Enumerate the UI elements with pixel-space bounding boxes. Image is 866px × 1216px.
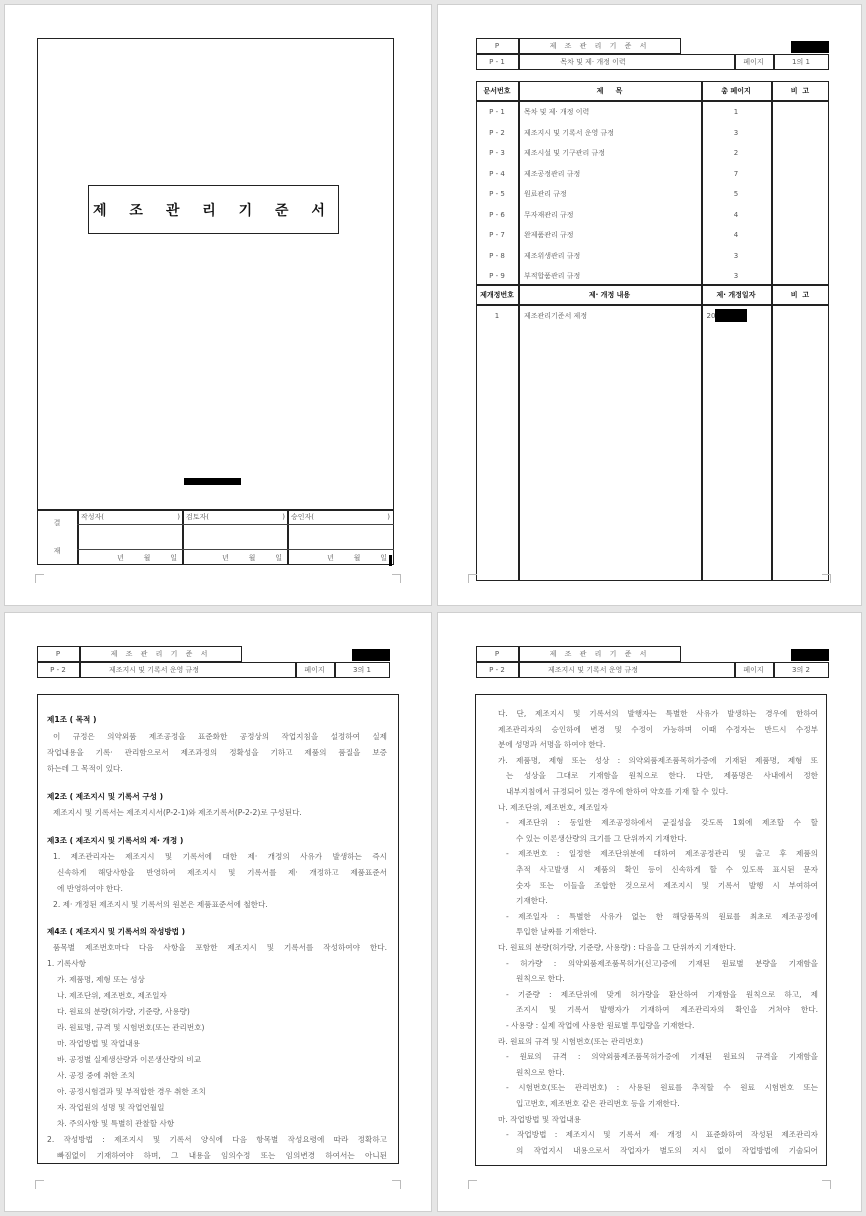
divider bbox=[77, 509, 79, 565]
toc-pages: 7 bbox=[733, 169, 739, 178]
body-line: 1. 기록사항 bbox=[47, 959, 87, 968]
column-header: 비 고 bbox=[790, 87, 810, 95]
toc-pages: 2 bbox=[733, 149, 739, 157]
toc-title: 무자재관리 규정 bbox=[524, 210, 574, 219]
body-line: - 제조일자 : 특별한 사유가 없는 한 해당품목의 원료를 최초로 제조공정에 bbox=[506, 911, 818, 921]
divider bbox=[476, 100, 829, 102]
redacted-block bbox=[791, 649, 829, 661]
toc-title: 제조지시 및 기록서 운영 규정 bbox=[524, 128, 615, 137]
page-label: 페이지 bbox=[743, 666, 764, 674]
body-line: - 허가량 : 의약외품제조품목허가(신고)증에 기재된 원료별 분량을 기재함을 bbox=[506, 958, 818, 968]
page2-code: P - 1 bbox=[489, 58, 505, 66]
body-line: 나. 제조단위, 제조번호, 제조일자 bbox=[57, 991, 167, 1000]
body-line: 하는데 그 목적이 있다. bbox=[47, 764, 123, 773]
body-line: - 제조단위 : 동일한 제조공정하에서 균질성을 갖도록 1회에 제조할 수 할 bbox=[506, 818, 818, 828]
toc-title: 제조위생관리 규정 bbox=[524, 251, 581, 260]
body-line: 2. 제· 개정된 제조지시 및 기록서의 원본은 제품표준서에 철한다. bbox=[53, 900, 268, 909]
toc-title: 제조시설 및 기구관리 규정 bbox=[524, 149, 606, 157]
approval-date bbox=[117, 550, 177, 565]
body-line: 분에 성명과 서명을 하여야 한다. bbox=[498, 740, 606, 750]
toc-doc-number: P - 2 bbox=[489, 128, 505, 137]
body-line: 작업내용을 기록· 관리함으로서 제조과정의 정확성을 기하고 제품의 품질을 보증 bbox=[47, 748, 387, 757]
date-part: 월 bbox=[143, 553, 151, 562]
date-part: 일 bbox=[275, 553, 282, 562]
body-line: 사. 공정 중에 취한 조치 bbox=[57, 1071, 136, 1080]
body-line: 라. 원료명, 규격 및 시험번호(또는 관리번호) bbox=[57, 1023, 205, 1032]
approver-close: ) bbox=[282, 513, 285, 521]
toc-title: 원료관리 규정 bbox=[524, 190, 567, 198]
revision-number: 1 bbox=[494, 312, 500, 320]
toc-pages: 1 bbox=[733, 108, 739, 116]
body-line: 입고번호, 제조번호 같은 관리번호 등을 기재한다. bbox=[516, 1099, 680, 1108]
corner-mark bbox=[392, 574, 401, 583]
date-part: 일 bbox=[170, 553, 177, 562]
toc-doc-number: P - 6 bbox=[489, 210, 505, 219]
body-line: - 시험번호(또는 관리번호) : 사용된 원료를 추적할 수 원료 시험번호 또는 bbox=[506, 1083, 818, 1093]
column-header: 제· 개정일자 bbox=[716, 291, 756, 299]
body-line: - 작업방법 : 제조지시 및 기록서 제· 개정 시 표준화하여 작성된 제조관리자 bbox=[506, 1130, 818, 1140]
page-1-cover bbox=[4, 4, 432, 606]
body-line: 다. 원료의 분량(허가량, 기준량, 사용량) bbox=[57, 1007, 190, 1016]
body-line: 내부지침에서 규정되어 있는 경우에 한하여 약호를 기재 할 수 있다. bbox=[506, 787, 729, 796]
approval-date bbox=[222, 550, 282, 565]
column-header: 제· 개정 내용 bbox=[588, 291, 631, 299]
cover-title-box bbox=[88, 185, 339, 234]
divider bbox=[476, 304, 829, 306]
corner-mark bbox=[35, 574, 44, 583]
body-line: 라. 원료의 규격 및 시험번호(또는 관리번호) bbox=[498, 1036, 644, 1046]
page-2-toc bbox=[437, 4, 862, 606]
body-line: 투입한 날짜를 기재한다. bbox=[516, 927, 597, 937]
body-line: 신속하게 해당사항을 반영하여 제조지시 및 기록서를 제· 개정하고 제품표준서 bbox=[57, 868, 387, 877]
body-line: 가. 제품명, 제형 또는 성상 bbox=[57, 975, 145, 984]
corner-mark bbox=[822, 1180, 831, 1189]
toc-pages: 3 bbox=[733, 251, 739, 260]
redacted-date bbox=[715, 309, 747, 322]
divider bbox=[518, 81, 520, 581]
body-line: 추적 사고발생 시 제품의 확인 등이 신속하게 할 수 있도록 표시된 문자 bbox=[516, 865, 818, 874]
toc-pages: 5 bbox=[733, 190, 739, 198]
body-line: 수 있는 이론생산량의 크기를 그 단위까지 기재한다. bbox=[516, 833, 687, 843]
cursor-mark bbox=[389, 555, 392, 566]
page4-code: P - 2 bbox=[489, 666, 505, 674]
date-part: 년 bbox=[117, 553, 124, 562]
redacted-block bbox=[352, 649, 390, 661]
corner-mark bbox=[392, 1180, 401, 1189]
body-line: 바. 공정별 실제생산량과 이론생산량의 비교 bbox=[57, 1055, 202, 1064]
approval-label-2: 재 bbox=[53, 547, 61, 555]
body-line: 자. 작업원의 성명 및 작업연월일 bbox=[57, 1103, 165, 1112]
body-line: 2. 작성방법 : 제조지시 및 기록서 양식에 다음 항목별 작성요령에 따라 정확하고 bbox=[47, 1135, 387, 1144]
page-3-regulation bbox=[4, 612, 432, 1212]
page-number: 1의 1 bbox=[792, 58, 810, 66]
date-part: 년 bbox=[327, 553, 334, 562]
body-line: 원칙으로 한다. bbox=[516, 1067, 565, 1077]
body-line: 원칙으로 한다. bbox=[516, 974, 565, 984]
divider bbox=[182, 509, 184, 565]
column-header: 총 페이지 bbox=[721, 87, 751, 95]
divider bbox=[77, 524, 394, 525]
body-line: 1. 제조관리자는 제조지시 및 기록서에 대한 제· 개정의 사유가 발생하는 즉시 bbox=[53, 852, 387, 861]
divider bbox=[771, 81, 773, 581]
approver-role: 검토자( bbox=[186, 513, 210, 521]
redacted-block bbox=[791, 41, 829, 53]
redacted-block bbox=[184, 478, 241, 485]
approver-field bbox=[81, 510, 180, 524]
approver-close: ) bbox=[387, 513, 390, 521]
revision-date: 20 bbox=[706, 312, 716, 320]
body-line: 품목별 제조번호마다 다음 사항을 포함한 제조지시 및 기록서를 작성하여야 한다. bbox=[53, 943, 387, 952]
date-part: 년 bbox=[222, 553, 229, 562]
corner-mark bbox=[35, 1180, 44, 1189]
body-line: 기재한다. bbox=[516, 896, 548, 906]
approval-label-1: 결 bbox=[53, 519, 61, 527]
toc-title: 부적합품관리 규정 bbox=[524, 272, 581, 280]
toc-pages: 4 bbox=[733, 210, 739, 219]
body-line: 차. 주의사항 및 특별히 관찰할 사항 bbox=[57, 1119, 175, 1128]
toc-doc-number: P - 3 bbox=[489, 149, 505, 157]
corner-mark bbox=[468, 574, 477, 583]
page-4-regulation bbox=[437, 612, 862, 1212]
page-number: 3의 2 bbox=[792, 666, 810, 674]
approver-field bbox=[186, 510, 285, 524]
toc-title: 목차 및 제· 개정 이력 bbox=[524, 108, 590, 116]
toc-doc-number: P - 4 bbox=[489, 169, 505, 178]
column-header: 비 고 bbox=[790, 291, 810, 299]
body-line: 다. 단, 제조지시 및 기록서의 발행자는 특별한 사유가 발생하는 경우에 한하여 bbox=[498, 709, 818, 718]
doc-title: 제 조 관 리 기 준 서 bbox=[549, 650, 650, 658]
body-line: - 제조번호 : 일정한 제조단위분에 대하여 제조공정관리 및 출고 후 제품의 bbox=[506, 849, 818, 859]
body-line: - 원료의 규격 : 의약외품제조품목허가증에 기재된 원료의 규격을 기재함을 bbox=[506, 1052, 818, 1062]
page3-title: 제조지시 및 기록서 운영 규정 bbox=[108, 666, 200, 674]
approver-close: ) bbox=[177, 513, 180, 521]
date-part: 월 bbox=[353, 553, 361, 562]
page2-title: 목차 및 제· 개정 이력 bbox=[560, 58, 626, 66]
doc-code: P bbox=[494, 650, 500, 658]
approver-field bbox=[291, 510, 390, 524]
page-number: 3의 1 bbox=[353, 666, 371, 674]
approver-role: 승인자( bbox=[291, 513, 315, 521]
page3-code: P - 2 bbox=[50, 666, 66, 674]
toc-doc-number: P - 7 bbox=[489, 231, 505, 239]
toc-title: 완제품관리 규정 bbox=[524, 231, 574, 239]
article-heading: 제4조 ( 제조지시 및 기록서의 작성방법 ) bbox=[47, 927, 186, 936]
article-heading: 제1조 ( 목적 ) bbox=[47, 715, 97, 724]
body-line: 의 작업지시 내용으로서 작업자가 별도의 지시 없이 작업방법에 기술되어 bbox=[516, 1145, 818, 1155]
article-heading: 제3조 ( 제조지시 및 기록서의 제· 개정 ) bbox=[47, 836, 184, 845]
toc-pages: 3 bbox=[733, 128, 739, 137]
toc-doc-number: P - 9 bbox=[489, 272, 505, 280]
toc-doc-number: P - 8 bbox=[489, 251, 505, 260]
column-header: 제 목 bbox=[596, 87, 623, 95]
corner-mark bbox=[822, 574, 831, 583]
doc-title: 제 조 관 리 기 준 서 bbox=[110, 650, 211, 658]
body-line: 는 성상을 그대로 기재함을 원칙으로 한다. 다만, 제품명은 사내에서 정한 bbox=[506, 771, 818, 781]
body-line: 아. 공정시험결과 및 부적합한 경우 취한 조치 bbox=[57, 1087, 206, 1096]
revision-content: 제조관리기준서 제정 bbox=[524, 312, 588, 320]
page-label: 페이지 bbox=[743, 58, 764, 66]
body-line: 제조관리자의 승인하에 변경 및 수정이 가능하며 이때 수정자는 반드시 수정부 bbox=[498, 724, 818, 734]
body-line: 제조지시 및 기록서는 제조지시서(P-2-1)와 제조기록서(P-2-2)로 구성된다. bbox=[53, 808, 302, 817]
corner-mark bbox=[468, 1180, 477, 1189]
body-line: 마. 작업방법 및 작업내용 bbox=[498, 1114, 582, 1124]
doc-code: P bbox=[55, 650, 61, 658]
cover-border bbox=[37, 38, 394, 565]
doc-code: P bbox=[494, 42, 500, 50]
body-line: 다. 원료의 분량(허가량, 기준량, 사용량) : 다음을 그 단위까지 기재한다. bbox=[498, 943, 736, 952]
toc-title: 제조공정관리 규정 bbox=[524, 169, 581, 178]
article-heading: 제2조 ( 제조지시 및 기록서 구성 ) bbox=[47, 792, 164, 801]
divider bbox=[287, 509, 289, 565]
approval-date bbox=[327, 550, 387, 565]
toc-doc-number: P - 5 bbox=[489, 190, 505, 198]
body-line: 가. 제품명, 제형 또는 성상 : 의약외품제조품목허가증에 기재된 제품명, 제형 또 bbox=[498, 755, 818, 765]
body-line: - 사용량 : 실제 작업에 사용한 원료별 투입량을 기재한다. bbox=[506, 1021, 695, 1030]
body-line: - 기준량 : 제조단위에 맞게 허가량을 환산하여 기재함을 원칙으로 하고, 제 bbox=[506, 989, 818, 999]
body-line: 이 규정은 의약외품 제조공정을 표준화한 공정상의 작업지침을 설정하여 실제 bbox=[53, 732, 387, 741]
approver-role: 작성자( bbox=[81, 513, 105, 521]
body-line: 에 반영하여야 한다. bbox=[57, 884, 123, 893]
toc-doc-number: P - 1 bbox=[489, 108, 505, 116]
body-line: 빠짐없이 기재하여야 하며, 그 내용을 임의수정 또는 임의변경 하여서는 아니된 bbox=[57, 1151, 387, 1160]
toc-pages: 4 bbox=[733, 231, 739, 239]
cover-title: 제 조 관 리 기 준 서 bbox=[93, 202, 334, 219]
column-header: 제개정번호 bbox=[480, 291, 514, 299]
date-part: 일 bbox=[380, 553, 387, 562]
toc-pages: 3 bbox=[733, 272, 739, 280]
body-line: 숫자 또는 이들을 조합한 것으로서 제조지시 및 기록서 발행 시 부여하여 bbox=[516, 880, 818, 890]
page4-title: 제조지시 및 기록서 운영 규정 bbox=[547, 666, 639, 674]
column-header: 문서번호 bbox=[483, 87, 511, 95]
body-line: 조지시 및 기록서 발행자가 기재하여 제조관리자의 확인을 거쳐야 한다. bbox=[516, 1005, 818, 1015]
body-line: 나. 제조단위, 제조번호, 제조일자 bbox=[498, 802, 608, 812]
doc-title: 제 조 관 리 기 준 서 bbox=[549, 42, 650, 50]
date-part: 월 bbox=[248, 553, 256, 562]
body-line: 마. 작업방법 및 작업내용 bbox=[57, 1039, 141, 1048]
page-label: 페이지 bbox=[304, 666, 325, 674]
